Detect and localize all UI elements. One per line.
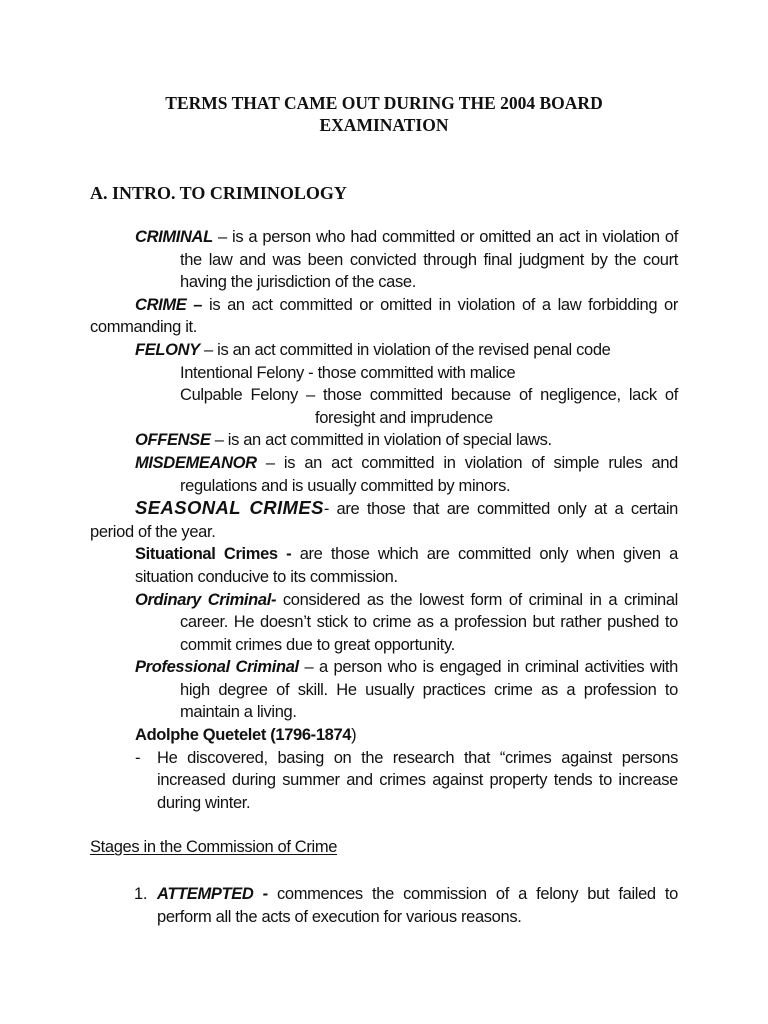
felony-culpable: Culpable Felony – those committed because of negligence, lack of foresight and imprudence [180,386,678,427]
quetelet-text: He discovered, basing on the research that “crimes against persons increased during summer and crimes against property tends to increase during winter. [157,748,678,812]
term-misdemeanor-label: MISDEMEANOR [135,453,257,472]
quetelet-name: Adolphe Quetelet (1796-1874 [135,726,352,745]
term-ordinary-criminal [90,589,678,657]
term-criminal [90,226,678,294]
term-crime-label: CRIME – [135,295,203,314]
term-situational-crimes [90,543,678,588]
term-professional-criminal [90,656,678,724]
section-heading-a: A. INTRO. TO CRIMINOLOGY [90,183,347,203]
term-offense-label: OFFENSE [135,431,211,450]
term-crime-definition: is an act committed or omitted in violation of a law forbidding or commanding it. [90,295,678,337]
stage-number: 1. [134,885,148,904]
document-title [90,92,678,136]
term-professional-criminal-label: Professional Criminal [135,658,299,677]
term-criminal-definition: – is a person who had committed or omitted an act in violation of the law and was been convicted through final judgment by the court having the jurisdiction of the case. [180,228,678,292]
term-situational-crimes-label: Situational Crimes - [135,545,292,564]
term-felony-definition: – is an act committed in violation of the revised penal code [199,340,611,359]
term-seasonal-crimes-definition: - are those that are committed only at a certain period of the year. [90,500,678,541]
quetelet-bullet [90,747,678,815]
term-crime [90,294,678,339]
stages-heading [90,836,678,859]
term-ordinary-criminal-label: Ordinary Criminal- [135,590,277,609]
term-offense-definition: – is an act committed in violation of special laws. [210,431,552,450]
quetelet-heading [90,724,678,747]
term-seasonal-crimes [90,497,678,543]
stage-attempted [90,883,678,928]
term-ordinary-criminal-definition: considered as the lowest form of criminal in a criminal career. He doesn’t stick to crime as a profession but rather pushed to commit crimes due to great opportunity. [180,590,678,654]
document-body [90,226,678,928]
term-misdemeanor [90,452,678,497]
term-offense [90,429,678,452]
felony-intentional: Intentional Felony - those committed with malice [180,363,516,382]
stages-heading-text: Stages in the Commission of Crime [90,838,338,857]
term-felony-label: FELONY [135,340,200,359]
stage-attempted-label: ATTEMPTED - [157,885,268,904]
term-situational-crimes-definition: are those which are committed only when given a situation conducive to its commission. [135,545,678,586]
term-criminal-label: CRIMINAL [135,228,213,246]
term-felony [90,339,678,362]
bullet-dash: - [135,748,141,767]
title-line-1: TERMS THAT CAME OUT DURING THE 2004 BOARD [165,93,603,113]
term-misdemeanor-definition: – is an act committed in violation of simple rules and regulations and is usually committed by minors. [180,453,678,495]
stage-attempted-definition: commences the commission of a felony but failed to perform all the acts of execution for various reasons. [157,885,678,926]
term-seasonal-crimes-label: SEASONAL CRIMES [135,497,324,519]
spacer [90,814,678,836]
title-line-2: EXAMINATION [319,115,449,135]
term-professional-criminal-definition: – a person who is engaged in criminal activities with high degree of skill. He usually practices crime as a profession to maintain a living. [180,658,678,722]
quetelet-close-paren: ) [351,726,357,745]
spacer [90,859,678,883]
